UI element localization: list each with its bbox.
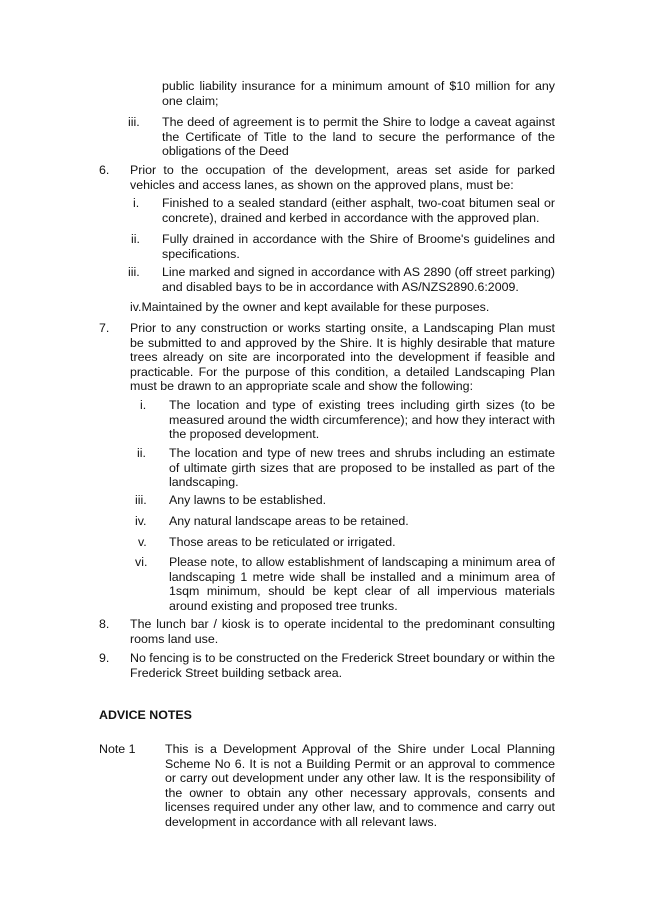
list-marker: i. [133,196,140,210]
condition-number-9: 9. [99,651,110,665]
list-marker: iii. [128,265,140,279]
list-marker: vi. [135,555,148,569]
condition-8-text: The lunch bar / kiosk is to operate incidental to the predominant consulting rooms land use. [130,617,555,646]
condition-6-item-iii: Line marked and signed in accordance with AS 2890 (off street parking) and disabled bays to be in accordance with AS/NZS2890.6:2009. [162,265,555,294]
list-marker: ii. [131,232,140,246]
list-marker: v. [138,535,147,549]
condition-7-item-i: The location and type of existing trees including girth sizes (to be measured around the width circumference); and how they interact with the proposed development. [169,398,555,442]
condition-7-item-ii: The location and type of new trees and shrubs including an estimate of ultimate girth sizes that are proposed to be installed as part of the landscaping. [169,446,555,490]
list-marker: iv. [135,514,147,528]
list-marker: iii. [128,115,140,129]
insurance-continuation: public liability insurance for a minimum amount of $10 million for any one claim; [162,79,555,108]
deed-agreement-item: The deed of agreement is to permit the Shire to lodge a caveat against the Certificate of Title to the land to secure the performance of the obligations of the Deed [162,115,555,159]
condition-number-6: 6. [99,163,110,177]
list-marker: i. [140,398,147,412]
condition-number-8: 8. [99,617,110,631]
note-label: Note 1 [99,742,136,756]
list-marker: ii. [137,446,146,460]
condition-6-item-i: Finished to a sealed standard (either asphalt, two-coat bitumen seal or concrete), drained and kerbed in accordance with the approved plan. [162,196,555,225]
condition-7-item-vi: Please note, to allow establishment of landscaping a minimum area of landscaping 1 metre wide shall be installed and a minimum area of 1sqm minimum, should be kept clear of all impervious materials around existing and proposed tree trunks. [169,555,555,613]
condition-number-7: 7. [99,321,110,335]
condition-6-text: Prior to the occupation of the development, areas set aside for parked vehicles and access lanes, as shown on the approved plans, must be: [130,163,555,192]
advice-notes-heading: ADVICE NOTES [99,708,192,722]
note-1-text: This is a Development Approval of the Shire under Local Planning Scheme No 6. It is not a Building Permit or an approval to commence or carry out development under any other law. It is the responsibility of the owner to obtain any other necessary approvals, consents and licenses required under any other law, and to commence and carry out development in accordance with all relevant laws. [165,742,555,829]
list-marker: iii. [135,493,147,507]
condition-6-item-iv: iv.Maintained by the owner and kept available for these purposes. [130,300,490,314]
condition-6-item-ii: Fully drained in accordance with the Shire of Broome's guidelines and specifications. [162,232,555,261]
condition-7-text: Prior to any construction or works starting onsite, a Landscaping Plan must be submitted to and approved by the Shire. It is highly desirable that mature trees already on site are incorporated into the development if feasible and practicable. For the purpose of this condition, a detailed Landscaping Plan must be drawn to an appropriate scale and show the following: [130,321,555,394]
condition-7-item-v: Those areas to be reticulated or irrigated. [169,535,396,549]
condition-7-item-iv: Any natural landscape areas to be retained. [169,514,409,528]
condition-9-text: No fencing is to be constructed on the Frederick Street boundary or within the Frederick Street building setback area. [130,651,555,680]
condition-7-item-iii: Any lawns to be established. [169,493,327,507]
